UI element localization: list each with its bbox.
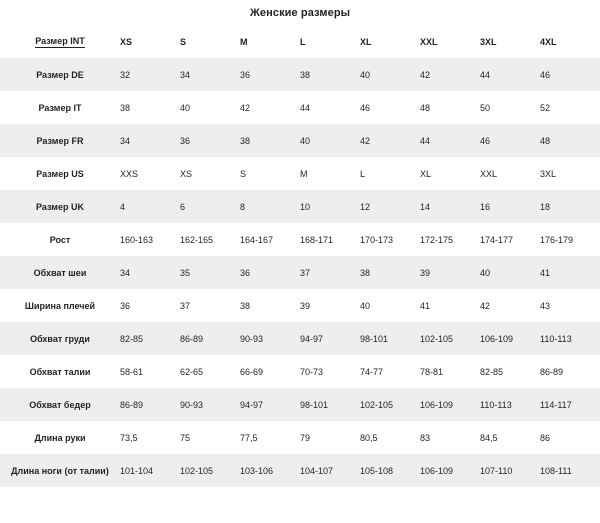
cell: 160-163: [120, 223, 180, 256]
cell: 168-171: [300, 223, 360, 256]
cell: 10: [300, 190, 360, 223]
cell: 4: [120, 190, 180, 223]
cell: 94-97: [300, 322, 360, 355]
cell: 83: [420, 421, 480, 454]
cell: L: [360, 157, 420, 190]
cell: 34: [180, 58, 240, 91]
column-header-5: XXL: [420, 25, 480, 58]
cell: 44: [480, 58, 540, 91]
table-row: [0, 388, 600, 421]
cell: M: [300, 157, 360, 190]
cell: 41: [540, 256, 600, 289]
cell: 101-104: [120, 454, 180, 487]
cell: 32: [120, 58, 180, 91]
header-row-label: [0, 25, 120, 58]
size-table-body: [0, 25, 600, 487]
table-row: [0, 223, 600, 256]
cell: 16: [480, 190, 540, 223]
cell: XXS: [120, 157, 180, 190]
cell: 37: [180, 289, 240, 322]
cell: 46: [540, 58, 600, 91]
cell: 48: [420, 91, 480, 124]
cell: 86: [540, 421, 600, 454]
cell: 46: [360, 91, 420, 124]
cell: 102-105: [420, 322, 480, 355]
cell: 34: [120, 124, 180, 157]
row-label: Размер IT: [0, 91, 120, 124]
cell: 44: [300, 91, 360, 124]
cell: 42: [420, 58, 480, 91]
cell: 106-109: [420, 454, 480, 487]
cell: 40: [360, 289, 420, 322]
cell: 35: [180, 256, 240, 289]
cell: 86-89: [120, 388, 180, 421]
cell: 104-107: [300, 454, 360, 487]
row-label: Обхват бедер: [0, 388, 120, 421]
cell: 18: [540, 190, 600, 223]
cell: 98-101: [300, 388, 360, 421]
cell: 164-167: [240, 223, 300, 256]
cell: 90-93: [180, 388, 240, 421]
row-label: Ширина плечей: [0, 289, 120, 322]
cell: 34: [120, 256, 180, 289]
cell: 43: [540, 289, 600, 322]
cell: 40: [180, 91, 240, 124]
cell: 38: [240, 124, 300, 157]
cell: 42: [360, 124, 420, 157]
cell: 79: [300, 421, 360, 454]
cell: 77,5: [240, 421, 300, 454]
cell: 170-173: [360, 223, 420, 256]
cell: 176-179: [540, 223, 600, 256]
cell: 40: [480, 256, 540, 289]
cell: 78-81: [420, 355, 480, 388]
cell: 90-93: [240, 322, 300, 355]
cell: 102-105: [360, 388, 420, 421]
table-row: [0, 322, 600, 355]
cell: 103-106: [240, 454, 300, 487]
cell: 105-108: [360, 454, 420, 487]
size-table: [0, 25, 600, 487]
row-label: Размер UK: [0, 190, 120, 223]
cell: 106-109: [420, 388, 480, 421]
table-row: [0, 157, 600, 190]
column-header-2: M: [240, 25, 300, 58]
cell: 82-85: [480, 355, 540, 388]
cell: S: [240, 157, 300, 190]
cell: 36: [180, 124, 240, 157]
table-header-row: [0, 25, 600, 58]
table-row: [0, 190, 600, 223]
cell: 74-77: [360, 355, 420, 388]
table-row: [0, 58, 600, 91]
row-label: Размер DE: [0, 58, 120, 91]
column-header-6: 3XL: [480, 25, 540, 58]
cell: 6: [180, 190, 240, 223]
cell: 40: [360, 58, 420, 91]
cell: 48: [540, 124, 600, 157]
cell: 82-85: [120, 322, 180, 355]
cell: 86-89: [540, 355, 600, 388]
cell: 37: [300, 256, 360, 289]
cell: 110-113: [480, 388, 540, 421]
cell: 46: [480, 124, 540, 157]
row-label: Длина ноги (от талии): [0, 454, 120, 487]
cell: 44: [420, 124, 480, 157]
row-label: Размер US: [0, 157, 120, 190]
cell: 42: [240, 91, 300, 124]
cell: 98-101: [360, 322, 420, 355]
row-label: Обхват талии: [0, 355, 120, 388]
cell: XL: [420, 157, 480, 190]
table-row: [0, 124, 600, 157]
cell: 38: [240, 289, 300, 322]
cell: 66-69: [240, 355, 300, 388]
cell: 40: [300, 124, 360, 157]
header-row-label-text: Размер INT: [35, 35, 85, 46]
cell: 39: [300, 289, 360, 322]
cell: 94-97: [240, 388, 300, 421]
cell: 38: [120, 91, 180, 124]
cell: 102-105: [180, 454, 240, 487]
cell: 41: [420, 289, 480, 322]
table-row: [0, 289, 600, 322]
cell: 80,5: [360, 421, 420, 454]
cell: 36: [120, 289, 180, 322]
cell: 84,5: [480, 421, 540, 454]
column-header-7: 4XL: [540, 25, 600, 58]
cell: 42: [480, 289, 540, 322]
cell: 52: [540, 91, 600, 124]
table-row: [0, 256, 600, 289]
row-label: Обхват шеи: [0, 256, 120, 289]
cell: 39: [420, 256, 480, 289]
row-label: Размер FR: [0, 124, 120, 157]
page-title: Женские размеры: [249, 7, 351, 19]
table-row: [0, 421, 600, 454]
column-header-3: L: [300, 25, 360, 58]
cell: 36: [240, 58, 300, 91]
cell: 86-89: [180, 322, 240, 355]
cell: 8: [240, 190, 300, 223]
cell: 110-113: [540, 322, 600, 355]
row-label: Обхват груди: [0, 322, 120, 355]
cell: 38: [360, 256, 420, 289]
cell: XS: [180, 157, 240, 190]
cell: 73,5: [120, 421, 180, 454]
cell: 174-177: [480, 223, 540, 256]
cell: 12: [360, 190, 420, 223]
column-header-1: S: [180, 25, 240, 58]
cell: 36: [240, 256, 300, 289]
cell: 108-111: [540, 454, 600, 487]
row-label: Длина руки: [0, 421, 120, 454]
table-row: [0, 355, 600, 388]
cell: 50: [480, 91, 540, 124]
table-row: [0, 454, 600, 487]
cell: 38: [300, 58, 360, 91]
cell: 75: [180, 421, 240, 454]
cell: 14: [420, 190, 480, 223]
table-row: [0, 91, 600, 124]
column-header-4: XL: [360, 25, 420, 58]
cell: 58-61: [120, 355, 180, 388]
cell: 172-175: [420, 223, 480, 256]
cell: 162-165: [180, 223, 240, 256]
cell: 70-73: [300, 355, 360, 388]
cell: 114-117: [540, 388, 600, 421]
cell: 62-65: [180, 355, 240, 388]
column-header-0: XS: [120, 25, 180, 58]
row-label: Рост: [0, 223, 120, 256]
cell: 107-110: [480, 454, 540, 487]
cell: XXL: [480, 157, 540, 190]
cell: 106-109: [480, 322, 540, 355]
cell: 3XL: [540, 157, 600, 190]
